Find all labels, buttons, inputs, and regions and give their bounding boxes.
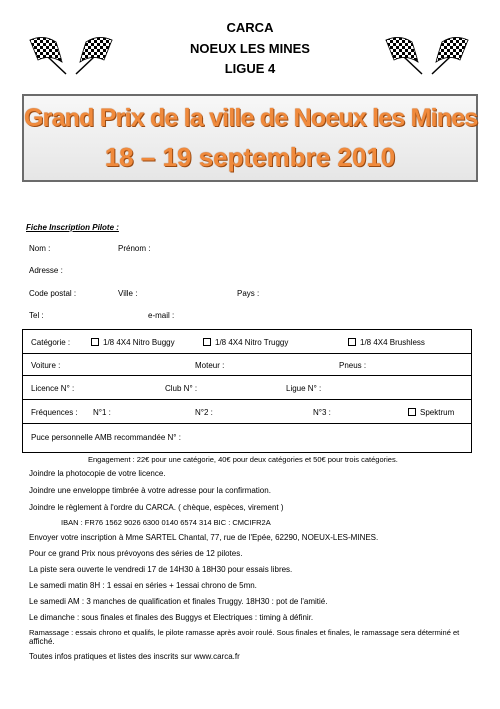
frequency-2-label: N°2 : bbox=[195, 408, 213, 417]
info-line-saturday-afternoon: Le samedi AM : 3 manches de qualification et finales Truggy. 18H30 : pot de l'amitié. bbox=[29, 597, 328, 606]
nom-label: Nom : bbox=[29, 244, 51, 253]
code-postal-label: Code postal : bbox=[29, 289, 77, 298]
category-buggy-label: 1/8 4X4 Nitro Buggy bbox=[103, 338, 175, 347]
spektrum-label: Spektrum bbox=[420, 408, 455, 417]
registration-table bbox=[22, 329, 472, 453]
info-line-website: Toutes infos pratiques et listes des inscrits sur www.carca.fr bbox=[29, 652, 240, 661]
frequency-1-label: N°1 : bbox=[93, 408, 111, 417]
category-option-brushless[interactable] bbox=[348, 338, 425, 348]
adresse-label: Adresse : bbox=[29, 266, 63, 275]
tel-label: Tel : bbox=[29, 311, 44, 320]
bank-details: IBAN : FR76 1562 9026 6300 0140 6574 314 BIC : CMCIFR2A bbox=[61, 518, 271, 527]
info-line-send: Envoyer votre inscription à Mme SARTEL Chantal, 77, rue de l'Epée, 62290, NOEUX-LES-MINES. bbox=[29, 533, 379, 542]
info-line-envelope: Joindre une enveloppe timbrée à votre adresse pour la confirmation. bbox=[29, 486, 271, 495]
categorie-label: Catégorie : bbox=[31, 338, 71, 347]
row-divider bbox=[23, 375, 471, 376]
info-line-licence: Joindre la photocopie de votre licence. bbox=[29, 469, 166, 478]
event-banner bbox=[22, 94, 478, 182]
row-divider bbox=[23, 399, 471, 400]
event-title: Grand Prix de la ville de Noeux les Mines bbox=[24, 104, 478, 132]
info-line-series: Pour ce grand Prix nous prévoyons des séries de 12 pilotes. bbox=[29, 549, 243, 558]
pneus-label: Pneus : bbox=[339, 361, 367, 370]
info-line-friday: La piste sera ouverte le vendredi 17 de 14H30 à 18H30 pour essais libres. bbox=[29, 565, 293, 574]
town-name: NOEUX LES MINES bbox=[190, 41, 310, 56]
checkered-flags-icon bbox=[22, 34, 120, 76]
spektrum-option[interactable] bbox=[408, 408, 454, 418]
prenom-label: Prénom : bbox=[118, 244, 151, 253]
form-section-title: Fiche Inscription Pilote : bbox=[26, 223, 119, 232]
event-dates: 18 – 19 septembre 2010 bbox=[104, 142, 396, 172]
info-line-ramassage: Ramassage : essais chrono et qualifs, le pilote ramasse après avoir roulé. Sous finales et finales, le ramassage sera déterminé et bbox=[29, 628, 460, 637]
email-label: e-mail : bbox=[148, 311, 175, 320]
moteur-label: Moteur : bbox=[195, 361, 225, 370]
licence-label: Licence N° : bbox=[31, 384, 75, 393]
category-brushless-label: 1/8 4X4 Brushless bbox=[360, 338, 425, 347]
category-truggy-label: 1/8 4X4 Nitro Truggy bbox=[215, 338, 289, 347]
info-line-saturday-morning: Le samedi matin 8H : 1 essai en séries + 1essai chrono de 5mn. bbox=[29, 581, 257, 590]
club-name: CARCA bbox=[226, 20, 274, 35]
engagement-text: Engagement : 22€ pour une catégorie, 40€ pour deux catégories et 50€ pour trois catégories. bbox=[88, 455, 398, 464]
checkered-flags-icon bbox=[378, 34, 476, 76]
league-name: LIGUE 4 bbox=[224, 61, 276, 76]
info-line-ramassage-cont: affiché. bbox=[29, 637, 55, 646]
checkbox-icon[interactable] bbox=[91, 338, 99, 346]
ligue-number-label: Ligue N° : bbox=[286, 384, 322, 393]
info-line-payment: Joindre le règlement à l'ordre du CARCA. ( chèque, espèces, virement ) bbox=[29, 503, 284, 512]
checkbox-icon[interactable] bbox=[408, 408, 416, 416]
transponder-label: Puce personnelle AMB recommandée N° : bbox=[31, 433, 181, 442]
frequency-3-label: N°3 : bbox=[313, 408, 331, 417]
checkbox-icon[interactable] bbox=[348, 338, 356, 346]
row-divider bbox=[23, 353, 471, 354]
ville-label: Ville : bbox=[118, 289, 138, 298]
info-line-sunday: Le dimanche : sous finales et finales des Buggys et Electriques : timing à définir. bbox=[29, 613, 314, 622]
frequences-label: Fréquences : bbox=[31, 408, 78, 417]
row-divider bbox=[23, 423, 471, 424]
category-option-buggy[interactable] bbox=[91, 338, 175, 348]
club-number-label: Club N° : bbox=[165, 384, 198, 393]
category-option-truggy[interactable] bbox=[203, 338, 288, 348]
checkbox-icon[interactable] bbox=[203, 338, 211, 346]
pays-label: Pays : bbox=[237, 289, 260, 298]
voiture-label: Voiture : bbox=[31, 361, 61, 370]
